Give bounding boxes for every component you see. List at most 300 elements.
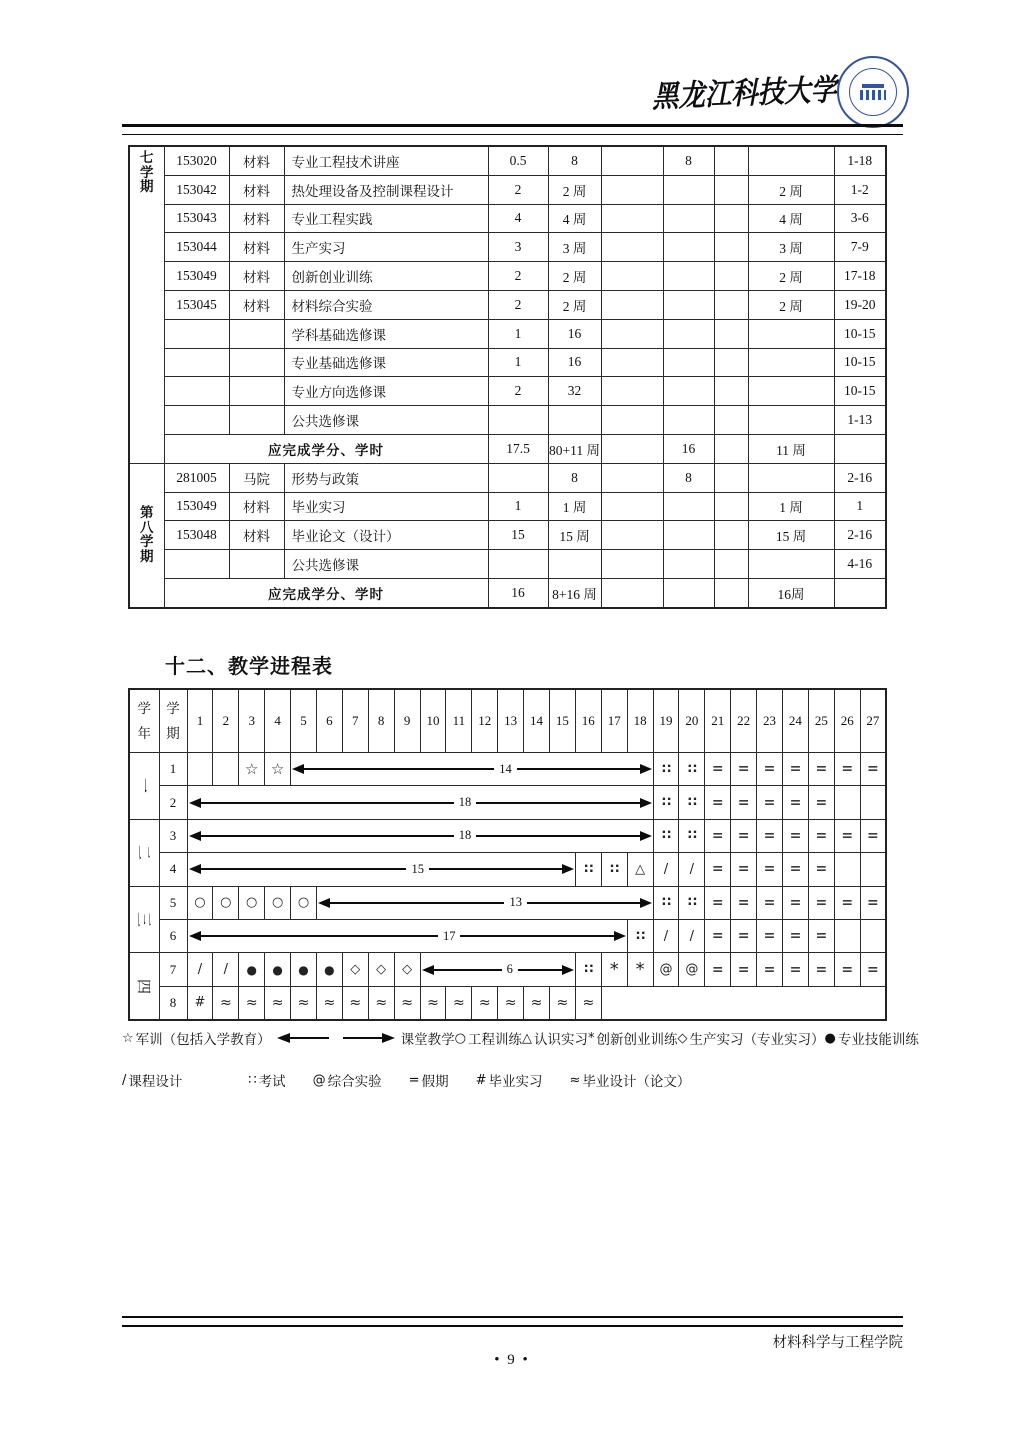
course-cell: 马院 xyxy=(229,463,284,492)
week-cell: = xyxy=(731,819,757,852)
week-cell: ● xyxy=(265,953,291,986)
week-cell: = xyxy=(782,786,808,819)
week-cell: = xyxy=(782,886,808,919)
week-cell: ∷ xyxy=(627,919,653,952)
corner-header-cell xyxy=(129,689,159,753)
course-cell xyxy=(601,290,663,319)
week-number-header-cell: 22 xyxy=(731,689,757,753)
course-cell: 15 xyxy=(488,521,548,550)
course-cell xyxy=(601,521,663,550)
course-cell xyxy=(601,550,663,579)
course-cell: 32 xyxy=(548,377,601,406)
course-cell: 153044 xyxy=(164,233,229,262)
week-cell: = xyxy=(757,853,783,886)
week-cell: ∷ xyxy=(601,853,627,886)
progress-row xyxy=(129,853,886,886)
arrow-left-head-icon xyxy=(189,931,201,941)
arrow-left-head-icon xyxy=(189,798,201,808)
week-number-header-cell: 26 xyxy=(834,689,860,753)
week-cell: ≈ xyxy=(239,986,265,1020)
course-cell: 153049 xyxy=(164,492,229,521)
course-cell: 2-16 xyxy=(834,463,886,492)
week-number-header-cell: 10 xyxy=(420,689,446,753)
semester-number-cell: 1 xyxy=(159,753,187,786)
week-cell xyxy=(860,786,886,819)
course-cell: 1-18 xyxy=(834,146,886,175)
week-number-header-cell: 8 xyxy=(368,689,394,753)
year-label: 三 xyxy=(134,911,151,927)
course-cell xyxy=(601,492,663,521)
week-cell: = xyxy=(782,753,808,786)
week-cell: ∷ xyxy=(653,753,679,786)
course-row xyxy=(129,377,886,406)
course-cell xyxy=(488,550,548,579)
course-cell: 1 周 xyxy=(548,492,601,521)
course-cell: 19-20 xyxy=(834,290,886,319)
course-cell xyxy=(714,550,748,579)
week-cell: * xyxy=(627,953,653,986)
progress-row xyxy=(129,753,886,786)
week-cell: ○ xyxy=(239,886,265,919)
week-number-header-cell: 15 xyxy=(549,689,575,753)
corner-header-cell xyxy=(159,689,187,753)
course-cell: 2 周 xyxy=(748,262,834,291)
course-cell xyxy=(663,550,714,579)
week-number-header-cell: 21 xyxy=(705,689,731,753)
week-cell: ○ xyxy=(213,886,239,919)
legend-item xyxy=(271,1028,455,1048)
course-cell xyxy=(714,204,748,233)
week-cell: = xyxy=(731,753,757,786)
arrow-line xyxy=(527,902,640,904)
week-cell: @ xyxy=(653,953,679,986)
university-name-calligraphy: 黑龙江科技大学 xyxy=(651,73,838,114)
legend-item xyxy=(313,1070,382,1090)
course-cell xyxy=(748,146,834,175)
week-cell: ≈ xyxy=(524,986,550,1020)
corner-label: 学 年 xyxy=(137,701,151,741)
week-cell: = xyxy=(808,886,834,919)
week-cell xyxy=(860,853,886,886)
week-cell: / xyxy=(653,853,679,886)
course-cell xyxy=(663,348,714,377)
course-cell xyxy=(714,233,748,262)
week-cell: ≈ xyxy=(549,986,575,1020)
course-cell: 153020 xyxy=(164,146,229,175)
course-cell xyxy=(164,406,229,435)
week-cell: = xyxy=(757,753,783,786)
week-cell: = xyxy=(834,953,860,986)
course-cell: 材料 xyxy=(229,492,284,521)
year-cell xyxy=(129,953,159,1020)
legend-line-1 xyxy=(122,1028,919,1048)
teaching-arrow xyxy=(189,795,652,810)
course-cell: 1-13 xyxy=(834,406,886,435)
week-cell: = xyxy=(731,953,757,986)
week-cell: = xyxy=(705,853,731,886)
course-cell: 10-15 xyxy=(834,377,886,406)
arrow-line xyxy=(429,868,562,870)
week-cell: = xyxy=(731,886,757,919)
course-cell xyxy=(548,406,601,435)
week-number-header-cell: 5 xyxy=(291,689,317,753)
arrow-right-head-icon xyxy=(562,965,574,975)
course-cell xyxy=(714,348,748,377)
week-cell: = xyxy=(782,819,808,852)
course-cell: 8 xyxy=(548,146,601,175)
course-cell xyxy=(663,290,714,319)
year-label: 一 xyxy=(134,778,151,794)
week-number-header-cell: 4 xyxy=(265,689,291,753)
course-cell xyxy=(663,204,714,233)
course-row xyxy=(129,521,886,550)
progress-row xyxy=(129,986,886,1020)
teaching-arrow-cell xyxy=(187,786,653,819)
week-cell: ∷ xyxy=(679,819,705,852)
legend-label: 专业技能训练 xyxy=(837,1032,919,1047)
arrow-left-head-icon xyxy=(189,864,201,874)
course-cell xyxy=(663,233,714,262)
course-cell: 专业方向选修课 xyxy=(284,377,488,406)
course-cell: 16 xyxy=(548,319,601,348)
week-cell xyxy=(834,786,860,819)
course-cell: 1 xyxy=(488,348,548,377)
legend-symbol: ☆ xyxy=(122,1030,134,1046)
legend-symbol: ● xyxy=(824,1030,836,1046)
course-cell xyxy=(714,146,748,175)
seal-inner-ring xyxy=(849,68,897,116)
legend-symbol: ◇ xyxy=(677,1030,688,1046)
course-cell: 热处理设备及控制课程设计 xyxy=(284,175,488,204)
week-cell: = xyxy=(757,786,783,819)
course-cell xyxy=(601,406,663,435)
week-number-header-cell: 6 xyxy=(316,689,342,753)
week-cell: ∷ xyxy=(653,886,679,919)
progress-row xyxy=(129,953,886,986)
course-cell: 1-2 xyxy=(834,175,886,204)
week-cell: ☆ xyxy=(265,753,291,786)
week-cell: = xyxy=(731,853,757,886)
progress-row xyxy=(129,786,886,819)
course-cell: 2 xyxy=(488,377,548,406)
teaching-arrow-cell xyxy=(291,753,653,786)
page-number: • 9 • xyxy=(494,1352,530,1368)
seal-building-icon xyxy=(860,84,886,100)
course-cell: 153048 xyxy=(164,521,229,550)
legend-item xyxy=(122,1028,271,1048)
course-cell xyxy=(663,492,714,521)
course-cell xyxy=(548,550,601,579)
week-cell: ○ xyxy=(265,886,291,919)
arrow-line xyxy=(476,802,639,804)
course-cell xyxy=(164,550,229,579)
week-cell: ◇ xyxy=(368,953,394,986)
summary-cell: 16周 xyxy=(748,578,834,607)
week-number-header-cell: 25 xyxy=(808,689,834,753)
week-cell: ≈ xyxy=(368,986,394,1020)
course-cell xyxy=(748,406,834,435)
course-cell: 形势与政策 xyxy=(284,463,488,492)
teaching-arrow xyxy=(189,862,574,877)
legend-item xyxy=(825,1028,919,1048)
week-number-header-cell: 16 xyxy=(575,689,601,753)
course-cell xyxy=(748,463,834,492)
week-cell: ◇ xyxy=(394,953,420,986)
legend-symbol: # xyxy=(475,1072,487,1088)
course-cell xyxy=(714,492,748,521)
course-cell: 2 xyxy=(488,290,548,319)
week-cell xyxy=(834,919,860,952)
semester-number-cell: 3 xyxy=(159,819,187,852)
summary-cell: 8+16 周 xyxy=(548,578,601,607)
summary-label-cell: 应完成学分、学时 xyxy=(164,578,488,607)
course-cell: 10-15 xyxy=(834,348,886,377)
course-cell: 专业基础选修课 xyxy=(284,348,488,377)
week-cell xyxy=(187,753,213,786)
course-row xyxy=(129,348,886,377)
week-cell: ● xyxy=(316,953,342,986)
course-cell xyxy=(601,262,663,291)
course-cell xyxy=(164,348,229,377)
course-cell: 4 周 xyxy=(548,204,601,233)
merged-empty-cell xyxy=(601,986,886,1020)
week-cell: ● xyxy=(291,953,317,986)
legend-item xyxy=(569,1070,690,1090)
course-cell xyxy=(714,319,748,348)
week-cell: = xyxy=(808,853,834,886)
arrow-right-head-icon xyxy=(640,898,652,908)
teaching-progress-table xyxy=(128,688,887,1021)
course-cell xyxy=(488,463,548,492)
year-label: 二 xyxy=(134,845,151,861)
course-row xyxy=(129,492,886,521)
semester-number-cell: 2 xyxy=(159,786,187,819)
course-cell: 学科基础选修课 xyxy=(284,319,488,348)
week-number-header-cell: 23 xyxy=(757,689,783,753)
course-cell: 材料 xyxy=(229,521,284,550)
week-cell: = xyxy=(860,819,886,852)
summary-cell xyxy=(834,578,886,607)
week-cell: = xyxy=(808,919,834,952)
week-cell: ☆ xyxy=(239,753,265,786)
week-cell: ≈ xyxy=(498,986,524,1020)
course-cell: 8 xyxy=(663,146,714,175)
week-number-header-cell: 13 xyxy=(498,689,524,753)
week-cell: ≈ xyxy=(575,986,601,1020)
week-cell: ∷ xyxy=(653,819,679,852)
course-cell: 公共选修课 xyxy=(284,406,488,435)
arrow-right-head-icon xyxy=(640,831,652,841)
summary-cell: 16 xyxy=(488,578,548,607)
course-row xyxy=(129,319,886,348)
legend-label: 军训（包括入学教育） xyxy=(135,1032,271,1047)
week-cell: ◇ xyxy=(342,953,368,986)
course-row xyxy=(129,290,886,319)
legend-label: 工程训练 xyxy=(468,1032,522,1047)
legend-item xyxy=(678,1028,825,1048)
week-number-header-cell: 3 xyxy=(239,689,265,753)
teaching-arrow xyxy=(422,962,574,977)
week-cell: ∷ xyxy=(679,786,705,819)
progress-row xyxy=(129,819,886,852)
week-cell: / xyxy=(679,853,705,886)
week-cell: ○ xyxy=(291,886,317,919)
course-cell: 材料综合实验 xyxy=(284,290,488,319)
week-number-header-cell: 11 xyxy=(446,689,472,753)
arrow-left-head-icon xyxy=(292,764,304,774)
course-cell: 2 周 xyxy=(748,290,834,319)
corner-label: 学 期 xyxy=(166,701,180,741)
legend-symbol: / xyxy=(122,1072,127,1088)
arrow-left-head-icon xyxy=(189,831,201,841)
course-cell xyxy=(164,319,229,348)
week-number-header-cell: 20 xyxy=(679,689,705,753)
week-cell: = xyxy=(757,919,783,952)
course-cell xyxy=(714,290,748,319)
week-cell: = xyxy=(705,919,731,952)
course-cell xyxy=(601,463,663,492)
course-cell xyxy=(663,406,714,435)
legend-label: 认识实习 xyxy=(534,1032,588,1047)
teaching-arrow xyxy=(318,895,652,910)
week-cell: ≈ xyxy=(291,986,317,1020)
week-cell: = xyxy=(782,953,808,986)
legend-label: 课程设计 xyxy=(128,1074,183,1089)
summary-cell xyxy=(834,434,886,463)
progress-header-row xyxy=(129,689,886,753)
arrow-left-head-icon xyxy=(422,965,434,975)
course-cell: 8 xyxy=(663,463,714,492)
legend-symbol: ∷ xyxy=(248,1072,257,1088)
summary-row xyxy=(129,578,886,607)
week-cell xyxy=(213,753,239,786)
week-cell: ● xyxy=(239,953,265,986)
week-cell: / xyxy=(679,919,705,952)
course-row xyxy=(129,175,886,204)
legend-label: 毕业设计（论文） xyxy=(582,1074,691,1089)
legend-label: 创新创业训练 xyxy=(596,1032,678,1047)
week-number-header-cell: 19 xyxy=(653,689,679,753)
legend-label: 课堂教学 xyxy=(400,1032,455,1047)
university-seal-logo xyxy=(837,56,909,128)
course-cell: 材料 xyxy=(229,290,284,319)
semester-number-cell: 6 xyxy=(159,919,187,952)
arrow-week-count: 13 xyxy=(509,895,522,910)
course-cell: 创新创业训练 xyxy=(284,262,488,291)
course-cell: 生产实习 xyxy=(284,233,488,262)
legend-item xyxy=(248,1070,285,1090)
week-cell: * xyxy=(601,953,627,986)
course-cell: 材料 xyxy=(229,175,284,204)
course-cell: 1 xyxy=(834,492,886,521)
week-cell: = xyxy=(808,753,834,786)
course-row xyxy=(129,463,886,492)
course-cell: 2 周 xyxy=(748,175,834,204)
week-number-header-cell: 14 xyxy=(524,689,550,753)
summary-cell xyxy=(601,434,663,463)
course-cell xyxy=(488,406,548,435)
teaching-arrow xyxy=(189,929,626,944)
course-cell xyxy=(748,319,834,348)
course-cell xyxy=(714,463,748,492)
summary-cell: 11 周 xyxy=(748,434,834,463)
week-cell: ∷ xyxy=(575,953,601,986)
course-cell: 1 xyxy=(488,492,548,521)
teaching-arrow-cell xyxy=(316,886,653,919)
course-cell xyxy=(601,348,663,377)
summary-cell xyxy=(663,578,714,607)
arrow-week-count: 6 xyxy=(506,962,513,977)
semester-label-cell: 七 学 期 xyxy=(129,146,164,463)
course-cell: 15 周 xyxy=(748,521,834,550)
week-number-header-cell: 2 xyxy=(213,689,239,753)
teaching-arrow-cell xyxy=(187,919,627,952)
footer-college: 材料科学与工程学院 xyxy=(772,1335,903,1351)
week-cell: @ xyxy=(679,953,705,986)
legend-item xyxy=(122,1070,182,1090)
course-cell xyxy=(714,377,748,406)
arrow-line xyxy=(460,935,613,937)
week-cell: / xyxy=(213,953,239,986)
course-cell xyxy=(748,377,834,406)
course-cell: 281005 xyxy=(164,463,229,492)
course-cell: 3-6 xyxy=(834,204,886,233)
course-cell: 2 周 xyxy=(548,175,601,204)
legend-label: 考试 xyxy=(258,1074,286,1089)
course-cell: 材料 xyxy=(229,233,284,262)
legend-symbol: @ xyxy=(312,1072,326,1088)
week-cell: ≈ xyxy=(394,986,420,1020)
semester-number-cell: 5 xyxy=(159,886,187,919)
week-cell: = xyxy=(782,919,808,952)
course-cell: 公共选修课 xyxy=(284,550,488,579)
arrow-line xyxy=(517,768,640,770)
legend-item xyxy=(522,1028,588,1048)
summary-row xyxy=(129,434,886,463)
course-cell xyxy=(601,319,663,348)
course-cell xyxy=(229,550,284,579)
header-rule xyxy=(122,124,903,135)
course-schedule-table xyxy=(128,145,887,609)
week-cell: = xyxy=(860,886,886,919)
section-title: 十二、教学进程表 xyxy=(165,656,333,678)
course-cell: 2-16 xyxy=(834,521,886,550)
course-cell: 15 周 xyxy=(548,521,601,550)
course-cell: 153043 xyxy=(164,204,229,233)
week-cell: / xyxy=(187,953,213,986)
week-cell: ○ xyxy=(187,886,213,919)
course-cell xyxy=(663,262,714,291)
summary-cell xyxy=(714,578,748,607)
course-cell: 2 xyxy=(488,262,548,291)
legend-label: 生产实习（专业实习） xyxy=(689,1032,825,1047)
week-number-header-cell: 18 xyxy=(627,689,653,753)
semester-number-cell: 4 xyxy=(159,853,187,886)
course-cell: 毕业论文（设计） xyxy=(284,521,488,550)
progress-row xyxy=(129,919,886,952)
teaching-arrow xyxy=(189,828,652,843)
arrow-line xyxy=(518,969,562,971)
week-cell xyxy=(834,853,860,886)
arrow-line xyxy=(434,969,502,971)
course-cell xyxy=(601,377,663,406)
course-cell xyxy=(748,550,834,579)
week-cell: = xyxy=(757,886,783,919)
footer-rule xyxy=(122,1316,903,1327)
teaching-arrow xyxy=(292,762,651,777)
week-cell: ≈ xyxy=(316,986,342,1020)
week-cell: = xyxy=(808,819,834,852)
